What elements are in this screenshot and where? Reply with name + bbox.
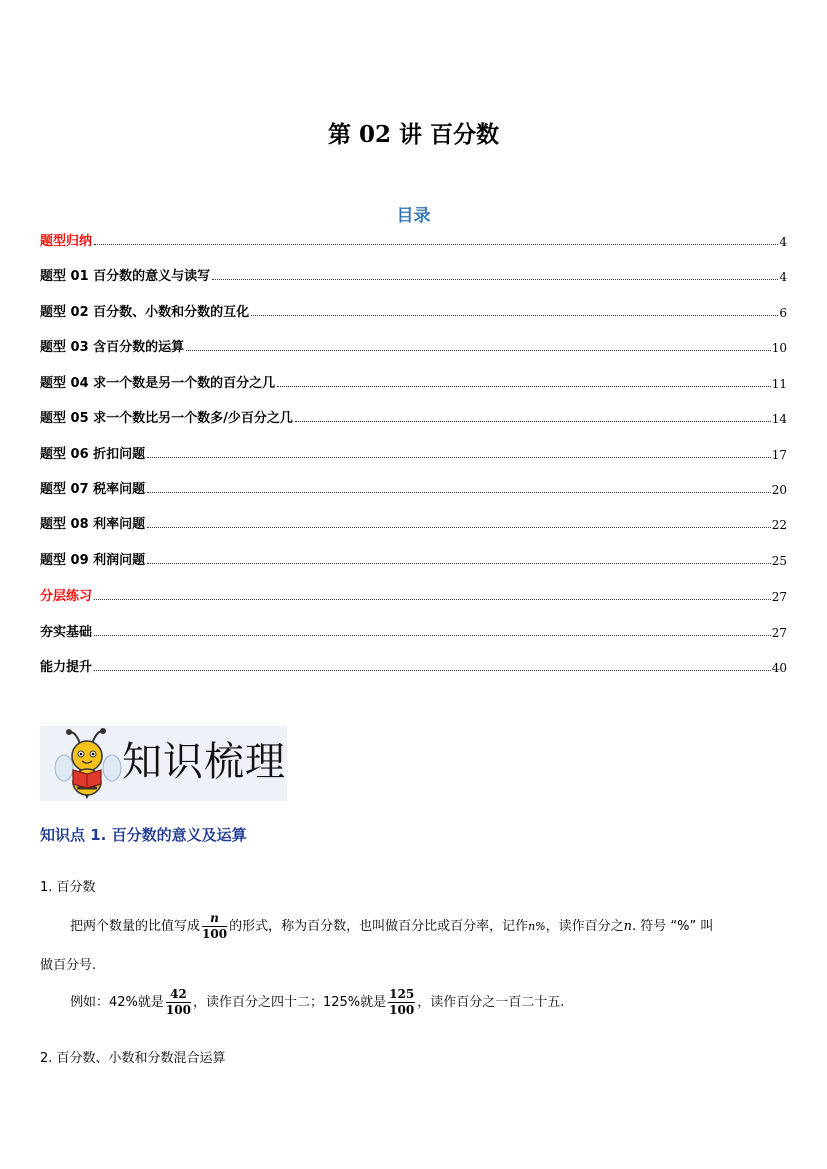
toc-entry[interactable] xyxy=(40,657,787,675)
toc-entry[interactable] xyxy=(40,514,787,532)
fraction-denominator: 100 xyxy=(389,1003,415,1017)
toc-entry-label: 题型 01 百分数的意义与读写 xyxy=(40,269,211,284)
toc-entry[interactable] xyxy=(40,622,787,640)
toc-leader-dots xyxy=(186,350,771,351)
subsection-heading-1: 1. 百分数 xyxy=(40,880,96,895)
toc-leader-dots xyxy=(147,563,771,564)
toc-entry-page: 14 xyxy=(771,412,787,426)
subsection-heading-2: 2. 百分数、小数和分数混合运算 xyxy=(40,1051,226,1066)
toc-entry[interactable] xyxy=(40,550,787,568)
fraction-numerator: 42 xyxy=(166,988,191,1003)
toc-entry-page: 40 xyxy=(771,661,787,675)
toc-entry[interactable] xyxy=(40,231,787,249)
fraction-denominator: 100 xyxy=(202,927,228,941)
banner-title: 知识梳理 xyxy=(122,739,286,785)
toc-entry[interactable] xyxy=(40,337,787,355)
toc-entry[interactable] xyxy=(40,408,787,426)
toc-entry-page: 11 xyxy=(771,377,787,391)
toc-entry-label: 题型 03 含百分数的运算 xyxy=(40,340,185,355)
toc-entry[interactable] xyxy=(40,586,787,604)
toc-entry-label: 题型 06 折扣问题 xyxy=(40,447,146,462)
toc-entry-page: 27 xyxy=(771,626,787,640)
toc-leader-dots xyxy=(147,492,771,493)
toc-entry-page: 22 xyxy=(771,518,787,532)
toc-entry-page: 17 xyxy=(771,448,787,462)
variable-n: n xyxy=(623,919,633,934)
toc-leader-dots xyxy=(147,527,771,528)
paragraph-definition xyxy=(70,912,713,941)
text-segment: 把两个数量的比值写成 xyxy=(70,919,201,934)
toc-leader-dots xyxy=(147,457,771,458)
page-title: 第 02 讲 百分数 xyxy=(327,121,500,148)
toc-entry-label: 题型 05 求一个数比另一个数多/少百分之几 xyxy=(40,411,293,426)
text-segment: ，读作百分之 xyxy=(545,919,624,934)
percent-notation: n% xyxy=(528,920,546,933)
fraction-n-over-100 xyxy=(202,912,227,941)
text-segment: . 符号 “%” 叫 xyxy=(632,919,714,934)
toc-entry[interactable] xyxy=(40,302,787,320)
toc-entry-label: 题型 07 税率问题 xyxy=(40,482,146,497)
toc-leader-dots xyxy=(94,599,771,600)
fraction-125-over-100 xyxy=(388,988,415,1017)
toc-heading: 目录 xyxy=(396,206,431,226)
toc-entry-page: 27 xyxy=(771,590,787,604)
toc-entry-label: 夯实基础 xyxy=(40,625,93,640)
fraction-numerator: 125 xyxy=(389,987,415,1001)
text-segment: ，读作百分之一百二十五. xyxy=(417,995,565,1010)
toc-entry[interactable] xyxy=(40,373,787,391)
toc-entry[interactable] xyxy=(40,444,787,462)
toc-leader-dots xyxy=(277,386,771,387)
fraction-denominator: 100 xyxy=(165,1003,191,1017)
toc-entry-page: 4 xyxy=(779,235,787,249)
toc-entry-page: 6 xyxy=(779,306,787,320)
toc-entry-label: 题型 09 利润问题 xyxy=(40,553,146,568)
section-banner xyxy=(40,726,287,801)
toc-leader-dots xyxy=(94,670,771,671)
toc-leader-dots xyxy=(295,421,771,422)
toc-entry-label: 题型 02 百分数、小数和分数的互化 xyxy=(40,305,250,320)
toc-entry-page: 4 xyxy=(779,270,787,284)
toc-entry-label: 题型 04 求一个数是另一个数的百分之几 xyxy=(40,376,276,391)
paragraph-example xyxy=(70,988,564,1017)
text-segment: 的形式，称为百分数，也叫做百分比或百分率，记作 xyxy=(229,919,529,934)
toc-leader-dots xyxy=(212,279,778,280)
toc-entry-page: 10 xyxy=(771,341,787,355)
toc-entry-label: 题型归纳 xyxy=(40,234,93,249)
toc-leader-dots xyxy=(94,635,771,636)
toc-entry[interactable] xyxy=(40,479,787,497)
fraction-numerator: n xyxy=(202,912,227,927)
toc-entry-label: 题型 08 利率问题 xyxy=(40,517,146,532)
bee-reading-icon xyxy=(54,728,122,800)
toc-entry-label: 分层练习 xyxy=(40,589,93,604)
toc-leader-dots xyxy=(251,315,778,316)
toc-entry-page: 25 xyxy=(771,554,787,568)
text-segment: ，读作百分之四十二；125%就是 xyxy=(192,995,387,1010)
knowledge-point-title: 知识点 1. 百分数的意义及运算 xyxy=(40,826,247,844)
paragraph-definition-cont: 做百分号. xyxy=(40,958,97,973)
toc-entry-page: 20 xyxy=(771,483,787,497)
toc-entry-label: 能力提升 xyxy=(40,660,93,675)
toc-entry[interactable] xyxy=(40,266,787,284)
fraction-42-over-100 xyxy=(166,988,191,1017)
text-segment: 例如：42%就是 xyxy=(70,995,164,1010)
toc-leader-dots xyxy=(94,244,778,245)
